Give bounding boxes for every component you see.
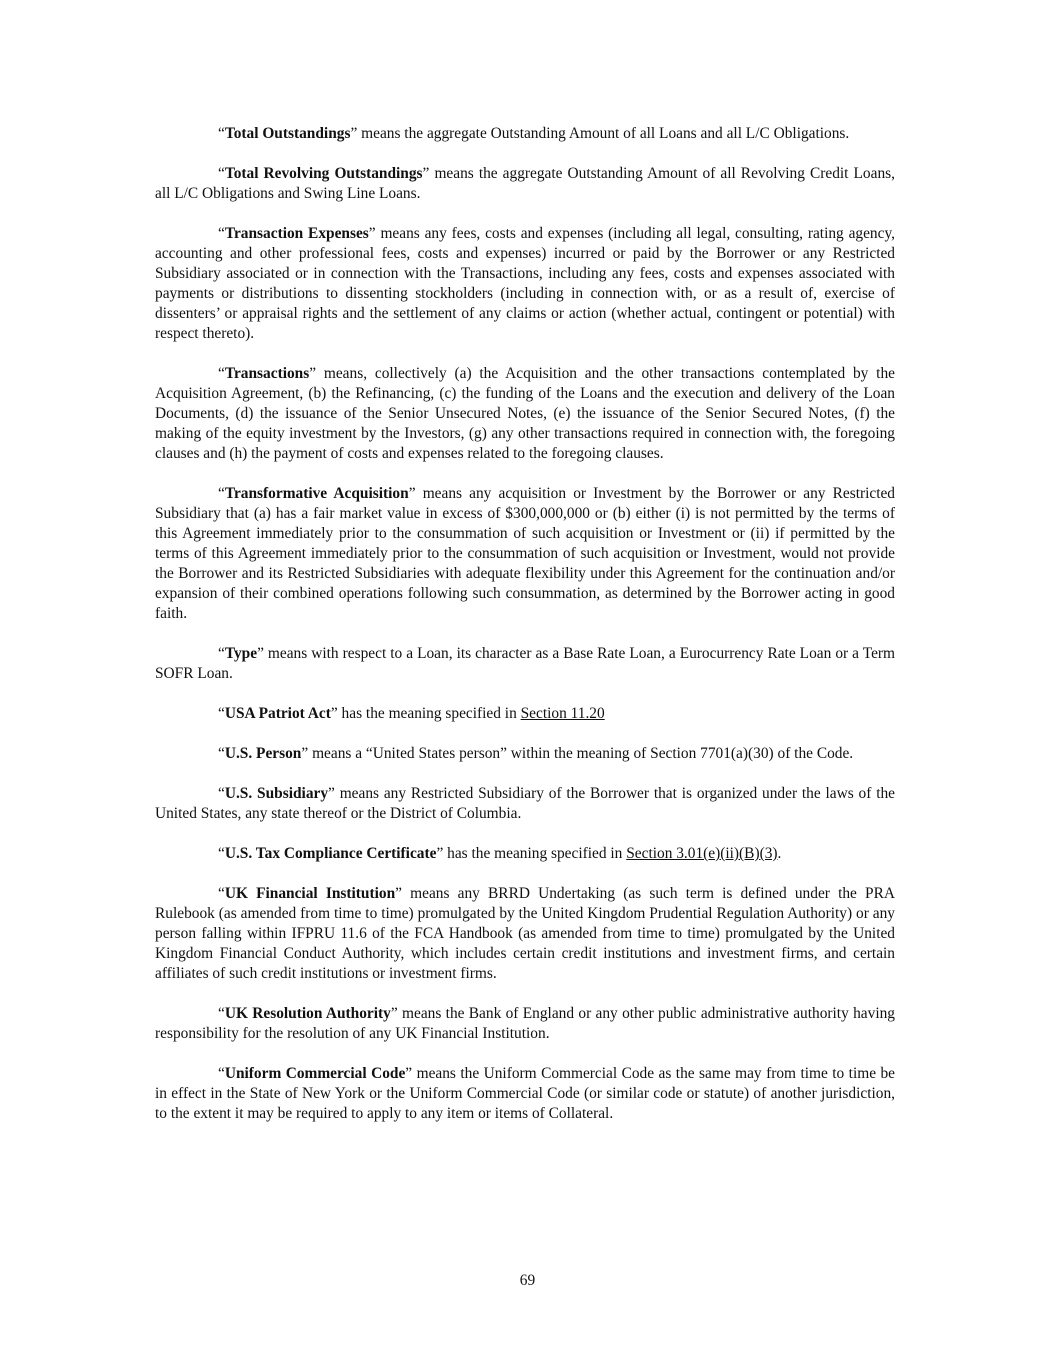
defined-term: Uniform Commercial Code bbox=[224, 1065, 406, 1082]
page-number: 69 bbox=[519, 1272, 536, 1289]
defined-term: U.S. Tax Compliance Certificate bbox=[224, 845, 437, 862]
definition-total-revolving-outstandings: “Total Revolving Outstandings” means the aggregate Outstanding Amount of all Revolving Credit Loans, all L/C Obligations and Swing Line Loans. bbox=[155, 165, 895, 202]
definition-transformative-acquisition: “Transformative Acquisition” means any acquisition or Investment by the Borrower or any Restricted Subsidiary that (a) has a fair market value in excess of $300,000,000 or (b) either (i) is not permitted by the terms of this Agreement immediately prior to the consummation of such acquisition or Investment or (ii) if permitted by the terms of this Agreement immediately prior to the consummation of such acquisition or Investment, would not provide the Borrower and its Restricted Subsidiaries with adequate flexibility under this Agreement for the continuation and/or expansion of their combined operations following such consummation, as determined by the Borrower acting in good faith. bbox=[155, 485, 896, 622]
definition-text: means any acquisition or Investment by the Borrower or any Restricted Subsidiary that (a) has a fair market value in excess of $300,000,000 or (b) either (i) is not permitted by the terms of this Agreement immediately prior to the consummation of such acquisition or Investment or (ii) if permitted by the terms of this Agreement immediately prior to the consummation of such acquisition or Investment, would not provide the Borrower and its Restricted Subsidiaries with adequate flexibility under this Agreement for the continuation and/or expansion of their combined operations following such consummation, as determined by the Borrower acting in good faith. bbox=[155, 485, 896, 622]
definition-type: “Type” means with respect to a Loan, its character as a Base Rate Loan, a Eurocurrency Rate Loan or a Term SOFR Loan. bbox=[155, 645, 895, 682]
defined-term: Transaction Expenses bbox=[224, 225, 369, 242]
defined-term: USA Patriot Act bbox=[224, 705, 331, 722]
definition-text-after: . bbox=[777, 845, 782, 862]
definition-uniform-commercial-code: “Uniform Commercial Code” means the Uniform Commercial Code as the same may from time to time be in effect in the State of New York or the Uniform Commercial Code (or similar code or statute) of another jurisdiction, to the extent it may be required to apply to any item or items of Collateral. bbox=[155, 1065, 896, 1122]
definition-text: means the aggregate Outstanding Amount of all Loans and all L/C Obligations. bbox=[357, 125, 850, 142]
definition-text: means the Uniform Commercial Code as the same may from time to time be in effect in the State of New York or the Uniform Commercial Code (or similar code or statute) of another jurisdiction, to the extent it may be required to apply to any item or items of Collateral. bbox=[155, 1065, 896, 1122]
definition-transaction-expenses: “Transaction Expenses” means any fees, costs and expenses (including all legal, consulting, rating agency, accounting and other professional fees, costs and expenses) incurred or paid by the Borrower or any Restricted Subsidiary associated or in connection with the Transactions, including any fees, costs and expenses associated with payments or distributions to dissenting stockholders (including in connection with, or as a result of, exercise of dissenters’ or appraisal rights and the settlement of any claims or action (whether actual, contingent or potential) with respect thereto). bbox=[155, 225, 895, 342]
definition-uk-resolution-authority: “UK Resolution Authority” means the Bank of England or any other public administrative authority having responsibility for the resolution of any UK Financial Institution. bbox=[155, 1005, 895, 1042]
definition-text: means any fees, costs and expenses (including all legal, consulting, rating agency, accounting and other professional fees, costs and expenses) incurred or paid by the Borrower or any Restricted Subsidiary associated or in connection with the Transactions, including any fees, costs and expenses associated with payments or distributions to dissenting stockholders (including in connection with, or as a result of, exercise of dissenters’ or appraisal rights and the settlement of any claims or action (whether actual, contingent or potential) with respect thereto). bbox=[155, 225, 895, 342]
definition-text: means, collectively (a) the Acquisition and the other transactions contemplated by the Acquisition Agreement, (b) the Refinancing, (c) the funding of the Loans and the execution and delivery of the Loan Documents, (d) the issuance of the Senior Unsecured Notes, (e) the issuance of the Senior Secured Notes, (f) the making of the equity investment by the Investors, (g) any other transactions required in connection with, the foregoing clauses and (h) the payment of costs and expenses related to the foregoing clauses. bbox=[155, 365, 895, 462]
definition-total-outstandings: “Total Outstandings” means the aggregate Outstanding Amount of all Loans and all L/C Obligations. bbox=[218, 125, 850, 142]
definition-text: means the aggregate Outstanding Amount of all Revolving Credit Loans, all L/C Obligations and Swing Line Loans. bbox=[155, 165, 895, 202]
definition-usa-patriot-act: “USA Patriot Act” has the meaning specified in Section 11.20 bbox=[218, 705, 605, 722]
definition-us-person: “U.S. Person” means a “United States person” within the meaning of Section 7701(a)(30) of the Code. bbox=[218, 745, 854, 762]
definition-text: means a “United States person” within the meaning of Section 7701(a)(30) of the Code. bbox=[308, 745, 854, 762]
definition-transactions: “Transactions” means, collectively (a) the Acquisition and the other transactions contemplated by the Acquisition Agreement, (b) the Refinancing, (c) the funding of the Loans and the execution and delivery of the Loan Documents, (d) the issuance of the Senior Unsecured Notes, (e) the issuance of the Senior Secured Notes, (f) the making of the equity investment by the Investors, (g) any other transactions required in connection with, the foregoing clauses and (h) the payment of costs and expenses related to the foregoing clauses. bbox=[155, 365, 895, 462]
section-reference-link[interactable]: Section 3.01(e)(ii)(B)(3) bbox=[626, 845, 778, 862]
definition-text: means the Bank of England or any other public administrative authority having responsibility for the resolution of any UK Financial Institution. bbox=[155, 1005, 895, 1042]
defined-term: Type bbox=[224, 645, 258, 662]
defined-term: Total Revolving Outstandings bbox=[224, 165, 423, 182]
defined-term: Total Outstandings bbox=[224, 125, 351, 142]
defined-term: UK Financial Institution bbox=[224, 885, 396, 902]
definition-uk-financial-institution: “UK Financial Institution” means any BRRD Undertaking (as such term is defined under the PRA Rulebook (as amended from time to time) promulgated by the United Kingdom Prudential Regulation Authority) or any person falling within IFPRU 11.6 of the FCA Handbook (as amended from time to time) promulgated by the United Kingdom Financial Conduct Authority, which includes certain credit institutions and investment firms, and certain affiliates of such credit institutions or investment firms. bbox=[155, 885, 895, 982]
definition-us-tax-compliance-certificate: “U.S. Tax Compliance Certificate” has the meaning specified in Section 3.01(e)(ii)(B)(3). bbox=[218, 845, 782, 862]
section-reference-link[interactable]: Section 11.20 bbox=[520, 705, 605, 722]
defined-term: UK Resolution Authority bbox=[224, 1005, 391, 1022]
definition-text: means with respect to a Loan, its character as a Base Rate Loan, a Eurocurrency Rate Loan or a Term SOFR Loan. bbox=[155, 645, 895, 682]
definition-text: has the meaning specified in bbox=[337, 705, 521, 722]
defined-term: U.S. Subsidiary bbox=[224, 785, 329, 802]
definition-text: means any Restricted Subsidiary of the Borrower that is organized under the laws of the United States, any state thereof or the District of Columbia. bbox=[155, 785, 896, 822]
document-page bbox=[155, 124, 895, 1144]
definition-us-subsidiary: “U.S. Subsidiary” means any Restricted Subsidiary of the Borrower that is organized under the laws of the United States, any state thereof or the District of Columbia. bbox=[155, 785, 896, 822]
definition-text: has the meaning specified in bbox=[443, 845, 627, 862]
definition-text: means any BRRD Undertaking (as such term is defined under the PRA Rulebook (as amended from time to time) promulgated by the United Kingdom Prudential Regulation Authority) or any person falling within IFPRU 11.6 of the FCA Handbook (as amended from time to time) promulgated by the United Kingdom Financial Conduct Authority, which includes certain credit institutions and investment firms, and certain affiliates of such credit institutions or investment firms. bbox=[155, 885, 895, 982]
defined-term: Transactions bbox=[224, 365, 310, 382]
defined-term: Transformative Acquisition bbox=[224, 485, 409, 502]
defined-term: U.S. Person bbox=[224, 745, 302, 762]
